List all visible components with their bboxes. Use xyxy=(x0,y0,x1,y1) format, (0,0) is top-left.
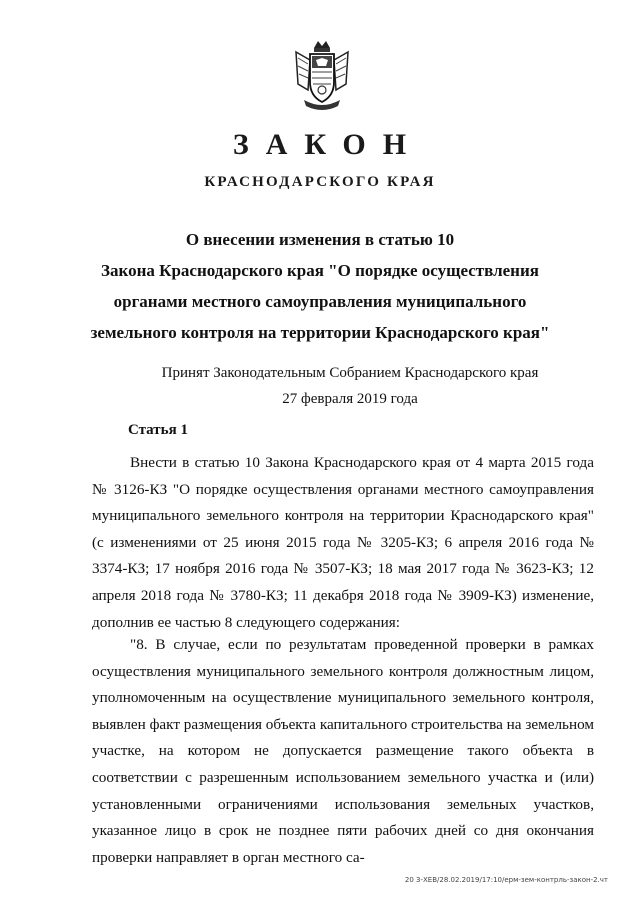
issuing-region: КРАСНОДАРСКОГО КРАЯ xyxy=(204,174,436,190)
krasnodar-coat-of-arms-icon xyxy=(290,38,354,114)
adoption-date: 27 февраля 2019 года xyxy=(282,391,418,407)
article-paragraph: "8. В случае, если по результатам проведенной проверки в рамках осуществления муниципального земельного контроля должностным лицом, уполномоченным на осуществление муниципального земельного контроля, выявлен факт размещения объекта капитального строительства на земельном участке, на котором не допускается размещение такого объекта в соответствии с разрешенным использованием земельного участка и (или) установленными ограничениями использования земельных участков, указанное лицо в срок не позднее пяти рабочих дней со дня окончания проверки направляет в орган местного са- xyxy=(92,636,594,866)
law-title xyxy=(90,224,550,348)
coat-of-arms xyxy=(290,38,354,114)
title-line: органами местного самоуправления муниципального xyxy=(113,292,527,311)
title-line: О внесении изменения в статью 10 xyxy=(185,230,455,249)
adoption-note xyxy=(120,360,580,412)
title-line: земельного контроля на территории Краснодарского края" xyxy=(90,323,550,342)
article-paragraph: Внести в статью 10 Закона Краснодарского края от 4 марта 2015 года № 3126-КЗ "О порядке осуществления органами местного самоуправления муниципального земельного контроля на территории Краснодарского края" (с изменениями от 25 июня 2015 года № 3205-КЗ; 6 апреля 2016 года № 3374-КЗ; 17 ноября 2016 года № 3507-КЗ; 18 мая 2017 года № 3623-КЗ; 12 апреля 2018 года № 3780-КЗ; 11 декабря 2018 года № 3909-КЗ) изменение, дополнив ее частью 8 следующего содержания: xyxy=(92,454,594,631)
title-line: Закона Краснодарского края "О порядке осуществления xyxy=(101,261,539,280)
document-type-heading: ЗАКОН xyxy=(232,128,424,161)
article-heading: Статья 1 xyxy=(128,422,188,438)
file-reference: 20 3-ХЕВ/28.02.2019/17:10/ерм-зем-контрль-закон-2.чт xyxy=(404,876,608,884)
adopted-by: Принят Законодательным Собранием Краснодарского края xyxy=(161,365,539,381)
